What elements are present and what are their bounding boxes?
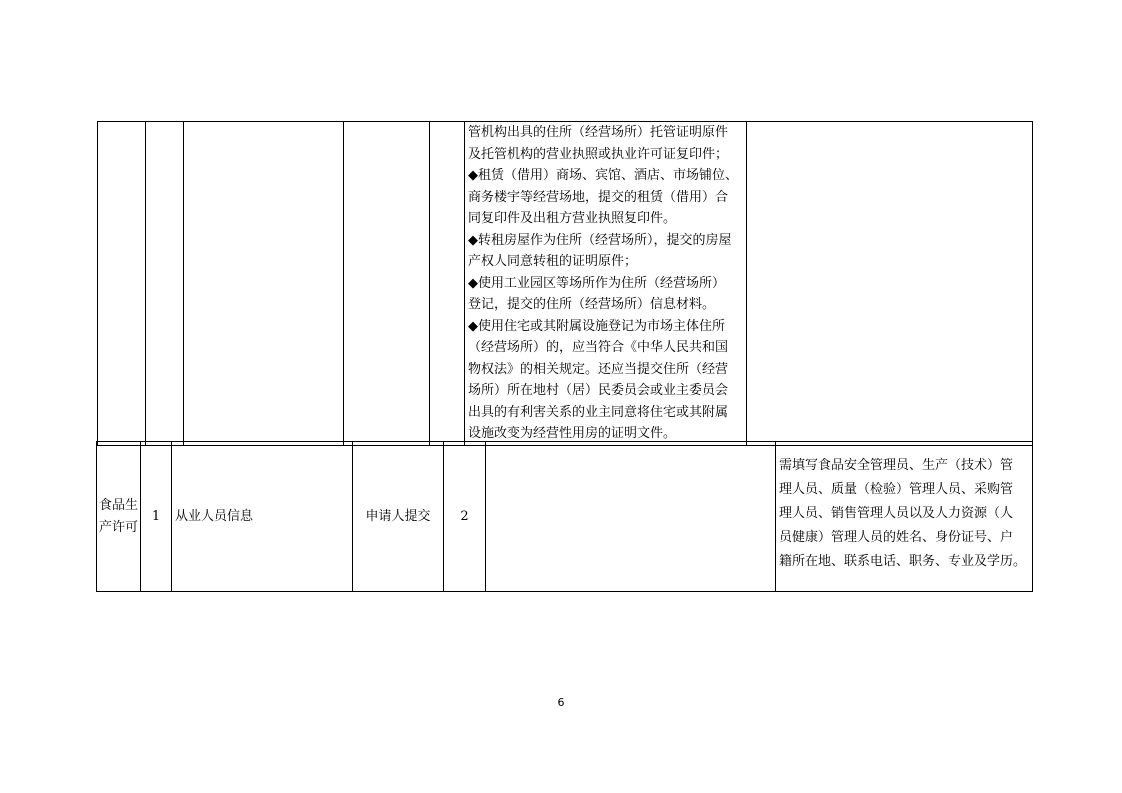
note-cell (747, 122, 1033, 446)
source-cell: 申请人提交 (353, 442, 444, 592)
category-line: 产许可 (99, 519, 139, 535)
material-name-cell: 从业人员信息 (172, 442, 353, 592)
note-line: 需填写食品安全管理员、生产（技术）管 (779, 458, 1014, 473)
note-line: 理人员、销售管理人员以及人力资源（人 (779, 506, 1014, 521)
note-line: 员健康）管理人员的姓名、身份证号、户 (779, 530, 1014, 545)
materials-table (96, 441, 1033, 592)
category-line: 食品生 (99, 497, 139, 513)
requirement-line: 同复印件及出租方营业执照复印件。 (468, 211, 677, 226)
requirement-line: ◆租赁（借用）商场、宾馆、酒店、市场铺位、 (468, 168, 738, 183)
requirement-line: 管机构出具的住所（经营场所）托管证明原件 (468, 125, 729, 140)
page-number: 6 (557, 696, 565, 709)
requirement-line: 场所）所在地村（居）民委员会或业主委员会 (468, 383, 729, 398)
requirement-line: 商务楼宇等经营场地，提交的租赁（借用）合 (468, 189, 729, 205)
category-cell (97, 442, 141, 592)
source-cell (344, 122, 430, 446)
category-cell (98, 122, 146, 446)
requirement-line: ◆转租房屋作为住所（经营场所），提交的房屋 (468, 232, 732, 248)
material-name-cell (184, 122, 344, 446)
number-cell (146, 122, 184, 446)
requirement-line: 登记，提交的住所（经营场所）信息材料。 (468, 297, 716, 312)
requirement-line: ◆使用住宅或其附属设施登记为市场主体住所 (468, 318, 725, 334)
note-cell (776, 442, 1033, 592)
materials-table-continued (97, 121, 1033, 446)
requirement-line: 设施改变为经营性用房的证明文件。 (468, 426, 677, 441)
note-line: 籍所在地、联系电话、职务、专业及学历。 (779, 554, 1027, 569)
requirement-line: 出具的有利害关系的业主同意将住宅或其附属 (468, 404, 729, 420)
copies-cell (430, 122, 465, 446)
number-cell: 1 (141, 442, 172, 592)
table-row (98, 122, 1033, 446)
requirement-line: ◆使用工业园区等场所作为住所（经营场所） (468, 275, 725, 291)
requirement-line: 及托管机构的营业执照或执业许可证复印件； (468, 146, 729, 162)
table-row (97, 442, 1033, 592)
requirement-line: 物权法》的相关规定。还应当提交住所（经营 (468, 361, 729, 377)
requirement-cell (465, 122, 747, 446)
requirement-line: 产权人同意转租的证明原件； (468, 254, 638, 269)
copies-cell: 2 (444, 442, 486, 592)
requirement-line: （经营场所）的，应当符合《中华人民共和国 (468, 340, 729, 355)
note-line: 理人员、质量（检验）管理人员、采购管 (779, 482, 1014, 497)
requirement-cell (486, 442, 776, 592)
